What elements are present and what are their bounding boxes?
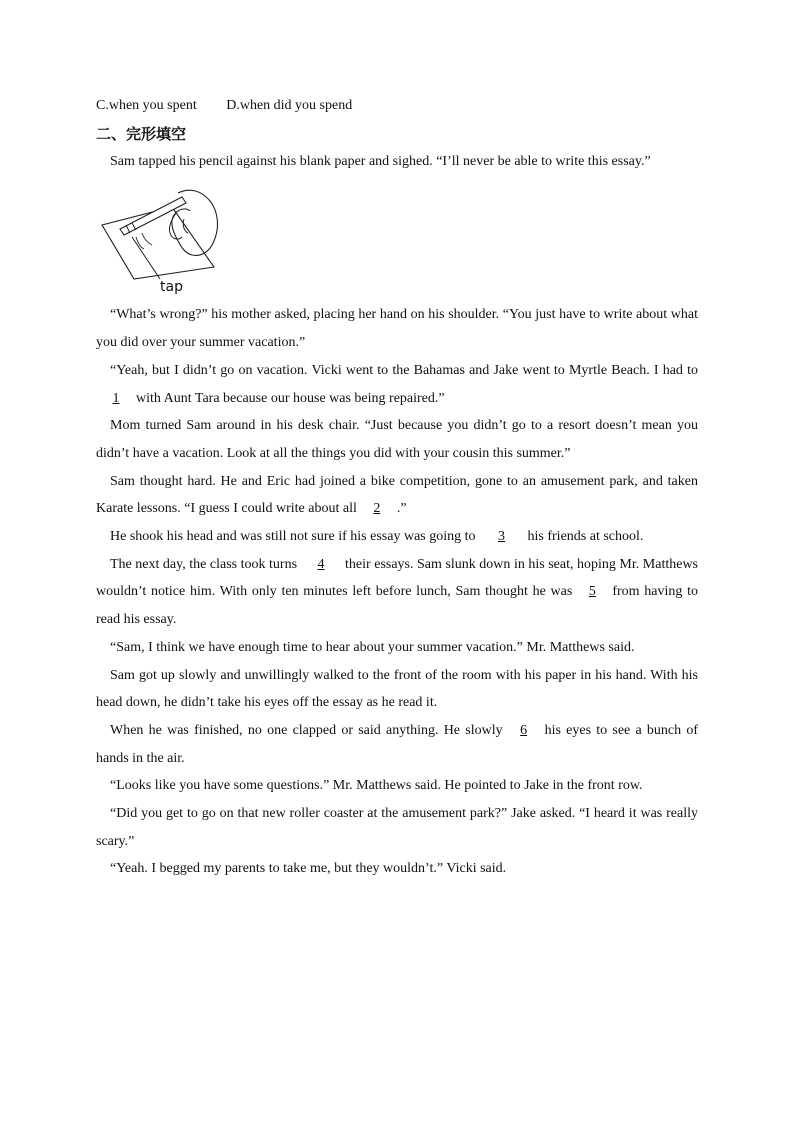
option-d: D.when did you spend [226, 98, 353, 113]
paragraph-text: with Aunt Tara because our house was being repaired.” [136, 390, 445, 406]
paragraph-text: his friends at school. [527, 529, 644, 545]
paragraph-text: Mom turned Sam around in his desk chair. “Just because you didn’t go to a resort doesn’t mean you didn’t have a vacation. Look at all the things you did with your cousin this summer.” [96, 418, 698, 461]
paragraph-11 [96, 772, 698, 800]
option-c: C.when you spent [96, 98, 197, 113]
blank-6[interactable]: 6 [520, 722, 528, 738]
paragraph-10 [96, 717, 698, 772]
paragraph-6 [96, 523, 698, 551]
paragraph-text: “Looks like you have some questions.” Mr. Matthews said. He pointed to Jake in the front row. [110, 778, 643, 794]
blank-4[interactable]: 4 [317, 556, 325, 572]
paragraph-text: Sam tapped his pencil against his blank paper and sighed. “I’ll never be able to write this essay.” [110, 153, 651, 169]
paragraph-7 [96, 551, 698, 634]
paragraph-2 [96, 301, 698, 356]
paragraph-8 [96, 634, 698, 662]
paragraph-4 [96, 412, 698, 467]
paragraph-text: from having to read his essay. [96, 584, 698, 628]
section-title: 二、完形填空 [96, 124, 187, 143]
paragraph-5 [96, 468, 698, 523]
pencil-tap-illustration [98, 183, 228, 295]
tap-label: tap [160, 279, 183, 296]
paragraph-13 [96, 855, 698, 883]
paragraph-12 [96, 800, 698, 855]
paragraph-3 [96, 357, 698, 412]
paragraph-text: He shook his head and was still not sure if his essay was going to [110, 529, 476, 545]
paragraph-text: “What’s wrong?” his mother asked, placing her hand on his shoulder. “You just have to write about what you did over your summer vacation.” [96, 307, 698, 351]
paragraph-text: When he was finished, no one clapped or said anything. He slowly [110, 722, 503, 738]
paragraph-text: Sam got up slowly and unwillingly walked to the front of the room with his paper in his hand. With his head down, he didn’t take his eyes off the essay as he read it. [96, 667, 698, 711]
blank-3[interactable]: 3 [498, 529, 506, 545]
blank-5[interactable]: 5 [588, 584, 596, 600]
paragraph-text: their essays. Sam slunk down in his seat, hoping Mr. Matthews wouldn’t notice him. With only ten minutes left before lunch, Sam thought he was [96, 556, 699, 600]
answer-options [96, 92, 698, 120]
hand-pencil-drawing [98, 183, 228, 295]
paragraph-text: “Sam, I think we have enough time to hear about your summer vacation.” Mr. Matthews said. [110, 639, 635, 655]
paragraph-text: “Yeah, but I didn’t go on vacation. Vicki went to the Bahamas and Jake went to Myrtle Beach. I had to [110, 362, 698, 378]
paragraph-9 [96, 662, 698, 717]
paragraph-text: The next day, the class took turns [110, 556, 298, 572]
paragraph-1 [96, 148, 698, 176]
paragraph-text: “Yeah. I begged my parents to take me, but they wouldn’t.” Vicki said. [110, 861, 507, 877]
paragraph-text: “Did you get to go on that new roller coaster at the amusement park?” Jake asked. “I heard it was really scary.” [96, 806, 698, 849]
paragraph-text: Sam thought hard. He and Eric had joined a bike competition, gone to an amusement park, and taken Karate lessons. “I guess I could write about all [96, 473, 698, 517]
paragraph-text: .” [396, 501, 407, 517]
paragraph-text: his eyes to see a bunch of hands in the air. [96, 722, 698, 766]
blank-2[interactable]: 2 [373, 501, 381, 517]
document-page [96, 92, 698, 883]
blank-1[interactable]: 1 [112, 390, 120, 406]
